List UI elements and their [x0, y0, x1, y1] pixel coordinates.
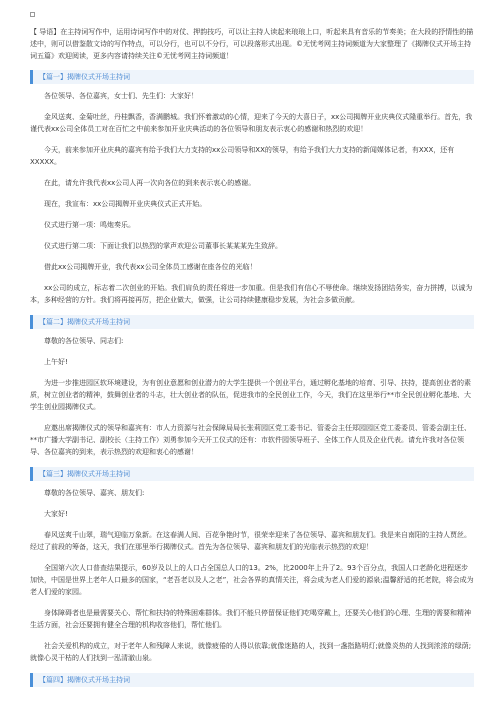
section-1-paragraph: xx公司的成立，标志着二次创业的开始。我们肩负的责任将进一步加重。但是我们有信心不辱使命。继续发扬团结务实，奋力拼搏，以诚为本，多种经营的方针。我们将再接再厉，把企业做大，做强，让公司持续健康稳步发展，为社会多做贡献。 — [30, 284, 473, 304]
section-3-paragraph: 大家好! — [44, 510, 68, 518]
intro-text: 【 导语】在主持词写作中，运用诗词写作中的对仗、押韵技巧，可以让主持人读起来琅琅上口，听起来具有音乐的节奏美；在大段的抒情性的描述中，则可以借鉴散文诗的写作特点，可以分行，也可以不分行，可以段落形式出现。©无忧考网主持词频道为大家整理了《揭牌仪式开场主持词五篇》欢迎阅读，更多内容请持续关注©无忧考网主持词频道！ — [30, 28, 474, 60]
section-3-paragraph: 春风送爽千山翠，瑞气迎临万象新。在这春满人间、百花争艳时节，很荣幸迎来了各位领导、嘉宾和朋友们。我是来自南阳的主持人贾丝。经过了前段的筹备，这天，我们在那里举行揭牌仪式。首先为各位领导、嘉宾和朋友们的光临表示热烈的欢迎！ — [30, 531, 471, 551]
section-1-paragraph: 仪式进行第一项：鸣炮奏乐。 — [44, 221, 135, 229]
section-2-paragraph: 尊敬的各位领导、同志们: — [44, 337, 124, 345]
section-2-paragraph: 应邀出席揭牌仪式的领导和嘉宾有：市人力资源与社会保障局局长张莉园区党工委书记、管委会主任郑园园区党工委委员、管委会副主任、**市广播大学副书记、副校长（主持工作）刘勇参加今天开工仪式的还有：市软件园领导班子、全体工作人员及企业代表。请允许我对各位领导、各位嘉宾的到来，表示热烈的欢迎和衷心的感谢！ — [30, 424, 471, 456]
section-2-paragraph: 上午好! — [44, 358, 68, 366]
section-1-paragraph: 金风送爽、金菊吐丝，丹桂飘香，香满鹏城。我们怀着激动的心情，迎来了今天的大喜日子，xx公司揭牌开业庆典仪式隆重举行。首先，我谨代表xx公司全体员工对在百忙之中前来参加开业庆典活动的各位领导和朋友表示衷心的感谢和热烈的欢迎！ — [30, 113, 473, 133]
section-1-paragraph: 在此，请允许我代表xx公司人再一次向各位的到来表示衷心的感谢。 — [44, 179, 256, 187]
section-3-paragraph: 身体障碍者也是最需要关心、帮忙和扶持的特殊困难群体。我们不能只停留保证他们吃喝穿戴上，还要关心他们的心理、生理的需要和精神生活方面，社会还要拥有健全合理的机构收容他们，帮忙他们。 — [30, 609, 471, 629]
section-1-paragraph: 今天，前来参加开业庆典的嘉宾有给予我们大力支持的xx公司领导和XX的领导，有给予我们大力支持的新闻媒体记者，有XXX，还有XXXXX。 — [30, 146, 455, 166]
section-3-paragraph: 社会关爱机构的成立，对于老年人和残障人来说，就像疲倦的人得以依靠;就像迷路的人，找到一盏指路明灯;就像炎热的人找到浓浓的绿荫;就像心灵干枯的人们找到一泓清澈山泉。 — [30, 642, 472, 662]
section-1-paragraph: 仪式进行第二项：下面让我们以热烈的掌声欢迎公司董事长某某某先生致辞。 — [44, 242, 282, 250]
section-3-paragraph: 尊敬的各位领导、嘉宾、朋友们: — [44, 489, 145, 497]
section-heading-3: 【篇三】揭牌仪式开场主持词 — [30, 467, 474, 481]
section-heading-2: 【篇二】揭牌仪式开场主持词 — [30, 315, 474, 329]
section-2-paragraph: 为进一步推进园区软环境建设，为有创业意愿和创业潜力的大学生提供一个创业平台，通过孵化基地的培育、引导、扶持，提高创业者的素质，树立创业者的精神，鼓舞创业者的斗志，壮大创业者的队伍，促进我市的全民创业工作，今天，我们在这里举行**市全民创业孵化基地、大学生创业园揭牌仪式。 — [30, 379, 471, 411]
intro-block — [30, 26, 474, 62]
document-page — [30, 14, 474, 693]
section-heading-4: 【篇四】揭牌仪式开场主持词 — [30, 673, 474, 687]
section-1-paragraph: 现在，我宣布：xx公司揭牌开业庆典仪式正式开始。 — [44, 200, 207, 208]
section-3-paragraph: 全国第六次人口普查结果提示，60岁及以上的人口占全国总人口的13。2%，比2000年上升了2。93个百分点，我国人口老龄化进程逐步加快，中国是世界上老年人口最多的国家，“老吾老以及人之老”，社会各界的真情关注，将会成为老人们爱的源泉;温馨舒适的托老院，将会成为老人们爱的家园。 — [30, 564, 474, 596]
section-1-paragraph: 各位领导、各位嘉宾，女士们、先生们：大家好！ — [44, 92, 198, 100]
section-1-paragraph: 借此xx公司揭牌开业，我代表xx公司全体员工感谢在座各位的光临！ — [44, 263, 257, 271]
section-heading-1: 【篇一】揭牌仪式开场主持词 — [30, 70, 474, 84]
